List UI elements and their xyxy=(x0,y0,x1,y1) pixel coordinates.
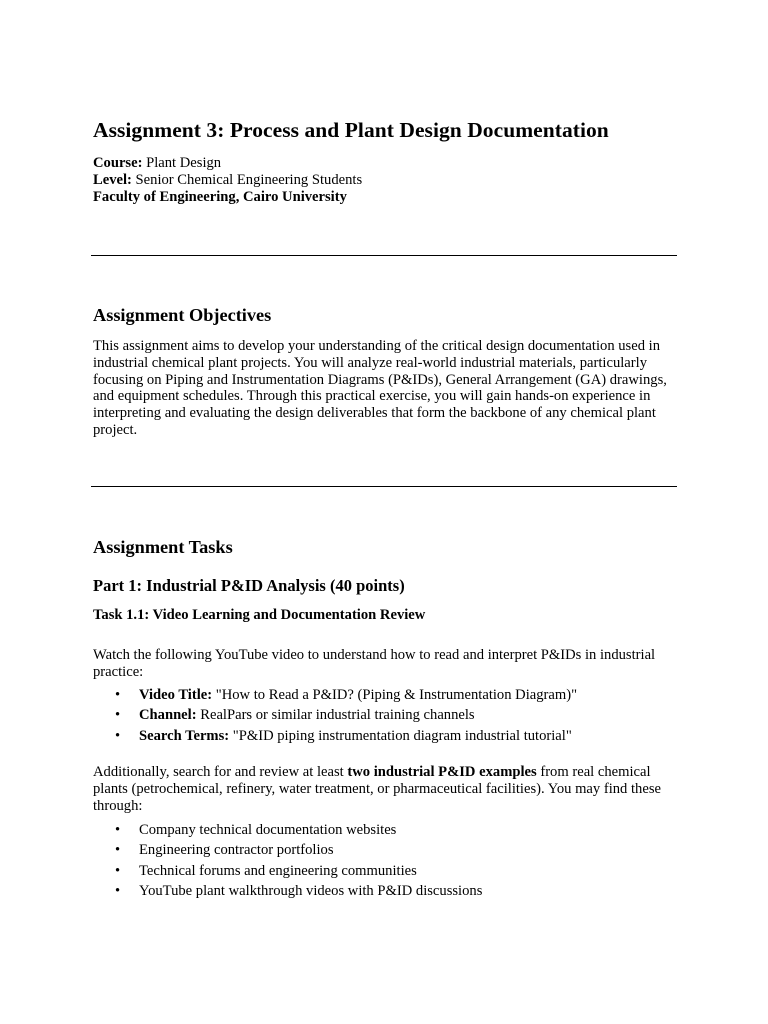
list-item xyxy=(93,726,577,746)
course-meta xyxy=(93,155,677,206)
sources-list xyxy=(93,820,482,901)
video-intro-paragraph: Watch the following YouTube video to understand how to read and interpret P&IDs in industrial practice: xyxy=(93,647,656,680)
item-text: YouTube plant walkthrough videos with P&ID discussions xyxy=(139,882,483,899)
additional-paragraph xyxy=(93,764,683,814)
item-text: Engineering contractor portfolios xyxy=(139,842,334,859)
level-value: Senior Chemical Engineering Students xyxy=(131,172,363,188)
course-row xyxy=(93,155,677,172)
additional-text-start: Additionally, search for and review at least xyxy=(93,764,348,780)
list-item xyxy=(93,705,577,725)
list-item xyxy=(93,685,577,705)
bullet-icon: • xyxy=(115,707,121,724)
section-divider xyxy=(91,255,677,256)
list-item xyxy=(93,840,482,860)
course-value: Plant Design xyxy=(142,155,222,171)
course-label: Course: xyxy=(93,155,143,171)
list-item xyxy=(93,881,482,901)
objectives-paragraph: This assignment aims to develop your understanding of the critical design documentation used in industrial chemical plant projects. You will analyze real-world industrial materials, particularly focusing on Piping and Instrumentation Diagrams (P&IDs), General Arrangement (GA) drawings, and equipment schedules. Through this practical exercise, you will gain hands-on experience in interpreting and evaluating the design deliverables that form the backbone of any chemical plant project. xyxy=(93,338,667,438)
item-label: Channel: xyxy=(139,707,197,724)
bullet-icon: • xyxy=(115,822,121,838)
item-value: "P&ID piping instrumentation diagram industrial tutorial" xyxy=(229,727,572,744)
bullet-icon: • xyxy=(115,842,121,859)
document-title: Assignment 3: Process and Plant Design Documentation xyxy=(93,118,609,142)
item-text: Company technical documentation websites xyxy=(139,822,397,838)
bullet-icon: • xyxy=(115,882,121,899)
bullet-icon: • xyxy=(115,862,121,879)
bullet-icon: • xyxy=(115,687,121,703)
additional-text-end: from real chemical plants (petrochemical, refinery, water treatment, or pharmaceutical facilities). You may find these through: xyxy=(93,764,661,814)
item-value: "How to Read a P&ID? (Piping & Instrumentation Diagram)" xyxy=(212,687,578,703)
bullet-icon: • xyxy=(115,727,121,744)
item-text: Technical forums and engineering communities xyxy=(139,862,417,879)
list-item xyxy=(93,820,482,840)
level-label: Level: xyxy=(93,172,132,188)
item-label: Video Title: xyxy=(139,687,213,703)
faculty-row xyxy=(93,189,677,206)
task-1-1-heading: Task 1.1: Video Learning and Documentation Review xyxy=(93,607,426,623)
objectives-heading: Assignment Objectives xyxy=(93,305,272,325)
section-divider xyxy=(91,486,677,487)
item-value: RealPars or similar industrial training channels xyxy=(196,707,475,724)
faculty-name: Faculty of Engineering, Cairo University xyxy=(93,189,347,205)
level-row xyxy=(93,172,677,189)
part1-heading: Part 1: Industrial P&ID Analysis (40 points) xyxy=(93,576,405,595)
video-info-list xyxy=(93,685,577,746)
tasks-heading: Assignment Tasks xyxy=(93,537,233,557)
list-item xyxy=(93,861,482,881)
additional-text-emphasis: two industrial P&ID examples xyxy=(347,764,537,780)
item-label: Search Terms: xyxy=(139,727,230,744)
